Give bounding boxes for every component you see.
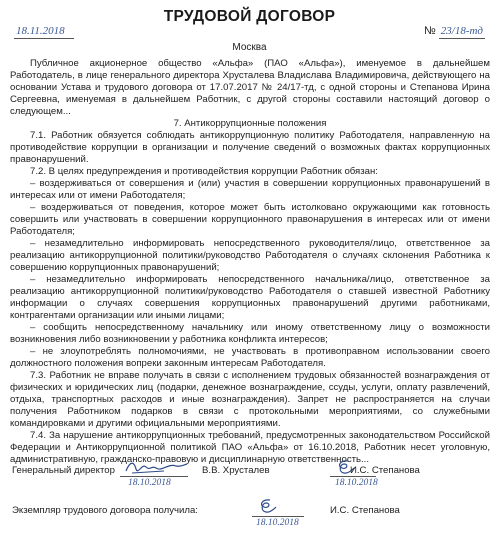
copy-signature-line: [252, 516, 304, 517]
document-title: ТРУДОВОЙ ДОГОВОР: [163, 8, 336, 25]
number-value: 23/18-тд: [440, 25, 483, 37]
contract-number: [424, 25, 485, 37]
employee-sign-date: 18.10.2018: [335, 478, 378, 488]
paragraph: – воздерживаться от поведения, которое может быть истолковано окружающими как готовность совершить или участвовать в совершении коррупционного правонарушения в интересах или от имени Работодателя;: [10, 202, 490, 237]
paragraph: 7.4. За нарушение антикоррупционных требований, предусмотренных законодательством Российской Федерации и Антикоррупционной политикой ПАО «Альфа» от 16.10.2018, Работник несет уголовную, административную, гражданско-правовую и дисциплинарную ответственность...: [10, 430, 490, 465]
paragraph: – сообщить непосредственному начальнику или иному ответственному лицу о возможности возникновения либо возникновении у работника конфликта интересов;: [10, 322, 490, 345]
city: Москва: [232, 42, 267, 53]
paragraph: 7.3. Работник не вправе получать в связи с исполнением трудовых обязанностей вознаграждения от физических и юридических лиц (подарки, денежное вознаграждение, ссуды, услуги, оплату развлечений, отдыха, транспортных расходов и иные вознаграждения). Запрет не распространяется на случаи получения Работником подарков в связи с протокольными мероприятиями, со служебными командировками и другими официальными мероприятиями.: [10, 370, 490, 429]
copy-received-label: Экземпляр трудового договора получила:: [12, 505, 198, 516]
employee-name: И.С. Степанова: [350, 465, 420, 476]
paragraph: 7.1. Работник обязуется соблюдать антикоррупционную политику Работодателя, направленную на противодействие коррупции в организации и получение сведений о возможных фактах коррупционных правонарушений.: [10, 130, 490, 165]
preamble: Публичное акционерное общество «Альфа» (ПАО «Альфа»), именуемое в дальнейшем Работодатель, в лице генерального директора Хрусталева Владислава Владимировича, действующего на основании Устава и трудового договора от 17.07.2017 № 24/17-тд, с одной стороны и Степанова Ирина Сергеевна, именуемая в дальнейшем Работник, с другой стороны составили настоящий договор о следующем...: [10, 58, 490, 117]
employee-signature-line: [330, 476, 376, 477]
contract-date: 18.11.2018: [14, 25, 74, 39]
director-signature-line: [120, 476, 188, 477]
document-body: [10, 58, 490, 466]
copy-name: И.С. Степанова: [330, 505, 400, 516]
paragraph: – незамедлительно информировать непосредственного начальника/лицо, ответственное за реализацию антикоррупционной политики/руководство Работодателя о ставшей известной Работнику информации о случаях совершения коррупционных правонарушений другими работниками, контрагентами организации или иными лицами;: [10, 274, 490, 321]
paragraph: – незамедлительно информировать непосредственного руководителя/лицо, ответственное за реализацию антикоррупционной политики/руководство Работодателя о случаях склонения Работника к совершению коррупционных правонарушений;: [10, 238, 490, 273]
director-sign-date: 18.10.2018: [128, 478, 171, 488]
paragraph: 7.2. В целях предупреждения и противодействия коррупции Работник обязан:: [30, 166, 378, 177]
director-name: В.В. Хрусталев: [202, 465, 270, 476]
copy-signature: [256, 497, 278, 515]
paragraph: – воздерживаться от совершения и (или) участия в совершении коррупционных правонарушений в интересах или от имени Работодателя;: [10, 178, 490, 201]
number-sign: №: [423, 25, 436, 37]
paragraph: – не злоупотреблять полномочиями, не участвовать в противоправном использовании своего должностного положения вопреки законным интересам Работодателя.: [10, 346, 490, 369]
copy-sign-date: 18.10.2018: [256, 518, 299, 528]
director-label: Генеральный директор: [12, 465, 115, 476]
section-title: 7. Антикоррупционные положения: [173, 118, 327, 129]
